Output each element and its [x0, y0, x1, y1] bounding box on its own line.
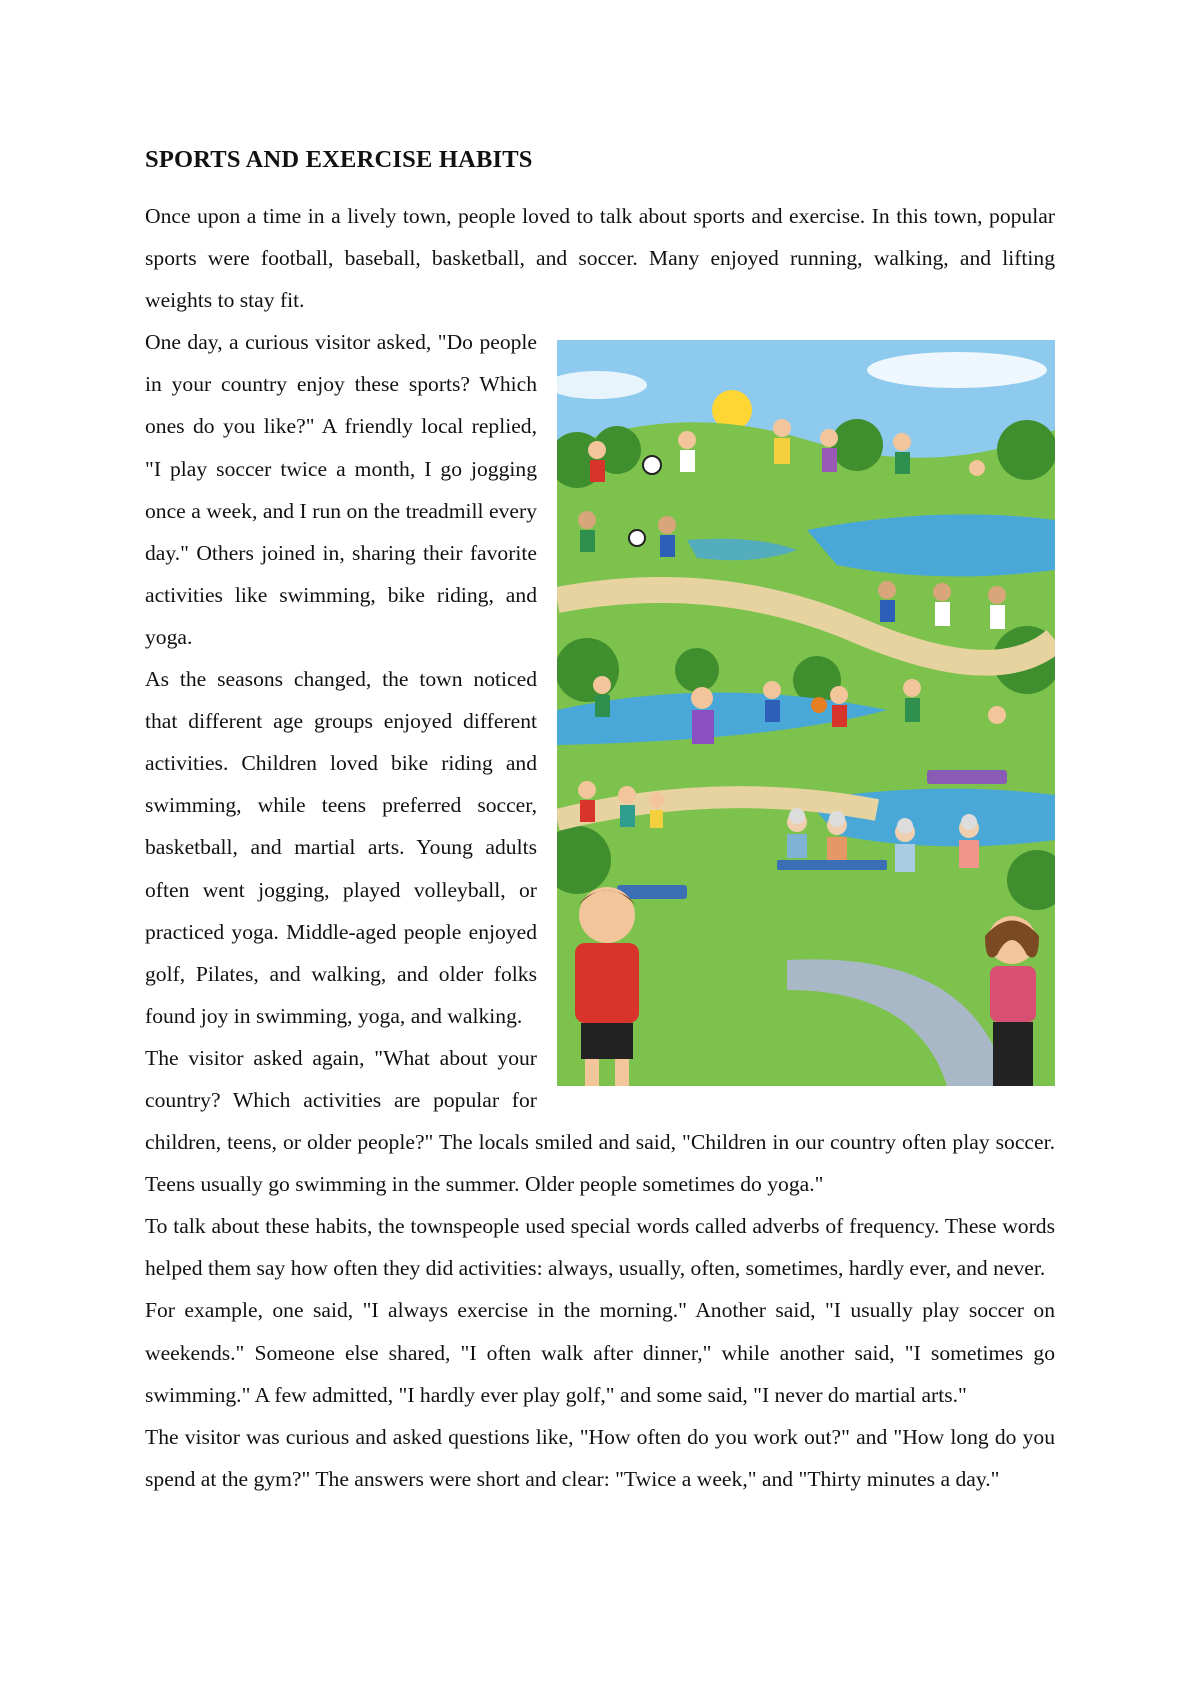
paragraph-3-text: As the seasons changed, the town noticed that different age groups enjoyed different activities. Children loved bike riding and swimming, while teens preferred soccer, basketball, and martial arts. Young adults often went jogging, played volleyball, or practiced yoga. Middle-aged people enjoyed golf, Pilates, and walking, and older folks found joy in swimming, yoga, and walking. — [145, 667, 537, 1028]
paragraph-2-text: One day, a curious visitor asked, "Do people in your country enjoy these sports? Which ones do you like?" A friendly local replied, "I play soccer twice a month, I go jogging once a week, and I run on the treadmill every day." Others joined in, sharing their favorite activities like swimming, bike riding, and yoga. — [145, 330, 537, 649]
soccer-ball-icon — [643, 456, 661, 474]
paragraph-4-text: The visitor asked again, "What about your country? Which activities are popular for children, teens, or older people?" The locals smiled and said, "Children in our country often play soccer. Teens usually go swimming in the summer. Older people sometimes do yoga." — [145, 1045, 1055, 1197]
sports-park-illustration — [557, 340, 1055, 1086]
paragraph-visitor-question — [145, 321, 1055, 658]
document-body — [145, 195, 1055, 1500]
paragraph-examples — [145, 1289, 1055, 1415]
paragraph-adverbs — [145, 1205, 1055, 1289]
paragraph-6-text: For example, one said, "I always exercise in the morning." Another said, "I usually play soccer on weekends." Someone else shared, "I often walk after dinner," while another said, "I sometimes go swimming." A few admitted, "I hardly ever play golf," and some said, "I never do martial arts." — [145, 1298, 1055, 1407]
paragraph-1-text: Once upon a time in a lively town, people loved to talk about sports and exercise. In this town, popular sports were football, baseball, basketball, and soccer. Many enjoyed running, walking, and lifting weights to stay fit. — [145, 204, 1055, 313]
paragraph-5-text: To talk about these habits, the townspeople used special words called adverbs of frequency. These words helped them say how often they did activities: always, usually, often, sometimes, hardly ever, and never. — [145, 1214, 1055, 1281]
paragraph-intro — [145, 195, 1055, 321]
paragraph-questions — [145, 1416, 1055, 1500]
page-title: SPORTS AND EXERCISE HABITS — [145, 146, 533, 173]
paragraph-7-text: The visitor was curious and asked questions like, "How often do you work out?" and "How long do you spend at the gym?" The answers were short and clear: "Twice a week," and "Thirty minutes a day." — [145, 1424, 1055, 1491]
